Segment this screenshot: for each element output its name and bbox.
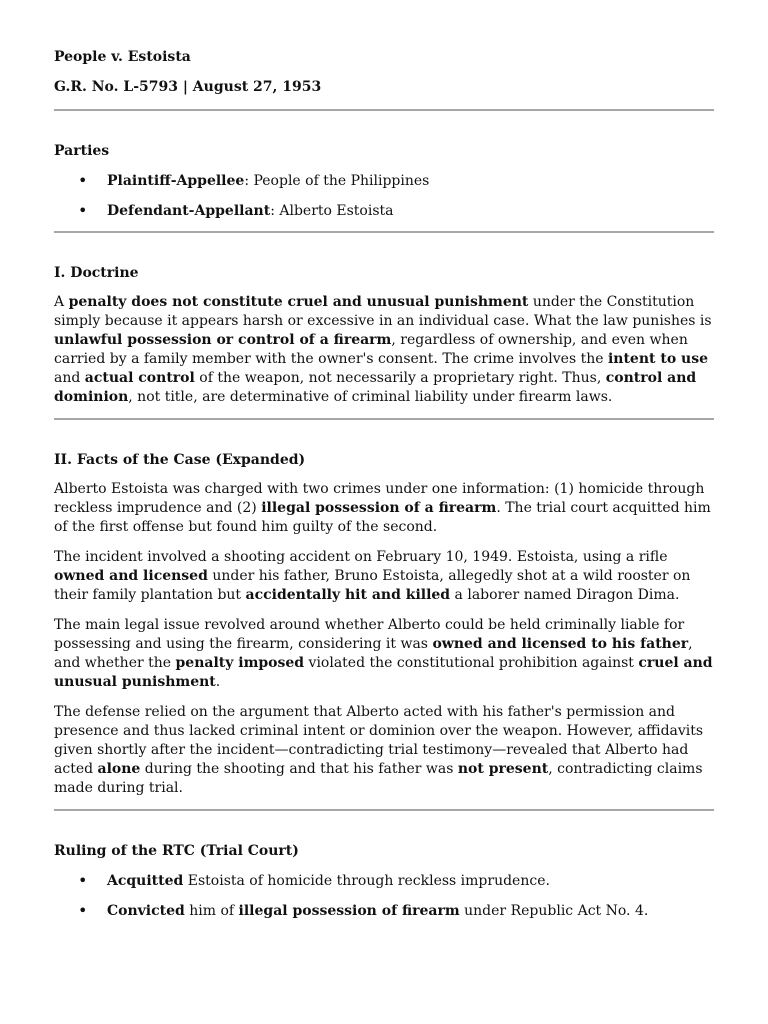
text-run: Estoista of homicide through reckless imprudence. <box>183 873 550 889</box>
bold-run: control and dominion <box>54 370 697 405</box>
parties-heading: Parties <box>54 143 110 159</box>
bold-run: alone <box>97 761 141 777</box>
party-defendant <box>54 201 714 221</box>
facts-heading: II. Facts of the Case (Expanded) <box>54 452 306 468</box>
text-run: , regardless of ownership, and even when carried by a family member with the owner's consent. The crime involves the <box>54 332 688 367</box>
ruling-rtc-list <box>54 871 714 921</box>
ruling-item-acquitted <box>54 871 714 891</box>
ruling-rtc-section <box>54 811 714 921</box>
text-run: Alberto Estoista was charged with two crimes under one information: (1) homicide through reckless imprudence and (2) <box>54 481 705 516</box>
text-run: , not title, are determinative of criminal liability under firearm laws. <box>128 389 613 405</box>
bold-run: Convicted <box>107 903 185 919</box>
text-run: of the weapon, not necessarily a proprietary right. Thus, <box>194 370 606 386</box>
party-role: Defendant-Appellant <box>107 203 271 219</box>
ruling-rtc-heading: Ruling of the RTC (Trial Court) <box>54 843 299 859</box>
text-run: during the shooting and that his father was <box>140 761 458 777</box>
text-run: him of <box>184 903 239 919</box>
bold-run: penalty does not constitute cruel and unusual punishment <box>68 294 529 310</box>
text-run: The main legal issue revolved around whether Alberto could be held criminally liable for possessing and using the firearm, considering it was <box>54 617 685 652</box>
bold-run: Acquitted <box>107 873 184 889</box>
bold-run: intent to use <box>607 351 709 367</box>
case-gr-and-date: G.R. No. L-5793 | August 27, 1953 <box>54 79 322 95</box>
parties-list <box>54 171 714 221</box>
text-run: a laborer named Diragon Dima. <box>450 587 680 603</box>
bold-run: not present <box>457 761 549 777</box>
bold-run: owned and licensed <box>54 568 208 584</box>
text-run: under Republic Act No. 4. <box>459 903 649 919</box>
party-role: Plaintiff-Appellee <box>107 173 245 189</box>
facts-paragraph-2 <box>54 548 714 605</box>
case-title: People v. Estoista <box>54 49 191 65</box>
ruling-item-convicted <box>54 901 714 921</box>
text-run: A <box>54 294 69 310</box>
doctrine-section <box>54 233 714 407</box>
party-name: : Alberto Estoista <box>270 203 394 219</box>
party-name: : People of the Philippines <box>244 173 430 189</box>
bold-run: penalty imposed <box>175 655 305 671</box>
bold-run: unlawful possession or control of a firearm <box>54 332 392 348</box>
facts-paragraph-1 <box>54 480 714 537</box>
doctrine-heading: I. Doctrine <box>54 265 139 281</box>
bold-run: accidentally hit and killed <box>245 587 451 603</box>
facts-paragraph-4 <box>54 703 714 798</box>
text-run: , contradicting claims made during trial. <box>54 761 703 796</box>
bold-run: actual control <box>84 370 195 386</box>
bold-run: illegal possession of a firearm <box>261 500 497 516</box>
text-run: . The trial court acquitted him of the first offense but found him guilty of the second. <box>54 500 711 535</box>
text-run: violated the constitutional prohibition against <box>304 655 639 671</box>
text-run: under the Constitution simply because it appears harsh or excessive in an individual case. What the law punishes is <box>54 294 712 329</box>
facts-section <box>54 420 714 798</box>
doctrine-paragraph <box>54 293 714 407</box>
bold-run: illegal possession of firearm <box>238 903 460 919</box>
bold-run: cruel and unusual punishment <box>54 655 713 690</box>
parties-section <box>54 111 714 221</box>
bold-run: owned and licensed to his father <box>432 636 689 652</box>
party-plaintiff <box>54 171 714 191</box>
document-content <box>54 47 714 921</box>
text-run: The incident involved a shooting accident on February 10, 1949. Estoista, using a rifle <box>54 549 668 565</box>
text-run: under his father, Bruno Estoista, allegedly shot at a wild rooster on their family plantation but <box>54 568 691 603</box>
text-run: , and whether the <box>54 636 693 671</box>
text-run: The defense relied on the argument that Alberto acted with his father's permission and presence and thus lacked criminal intent or dominion over the weapon. However, affidavits given shortly after the incident—contradicting trial testimony—revealed that Alberto had acted <box>54 704 704 777</box>
text-run: and <box>54 370 85 386</box>
text-run: . <box>215 674 221 690</box>
facts-paragraph-3 <box>54 616 714 692</box>
